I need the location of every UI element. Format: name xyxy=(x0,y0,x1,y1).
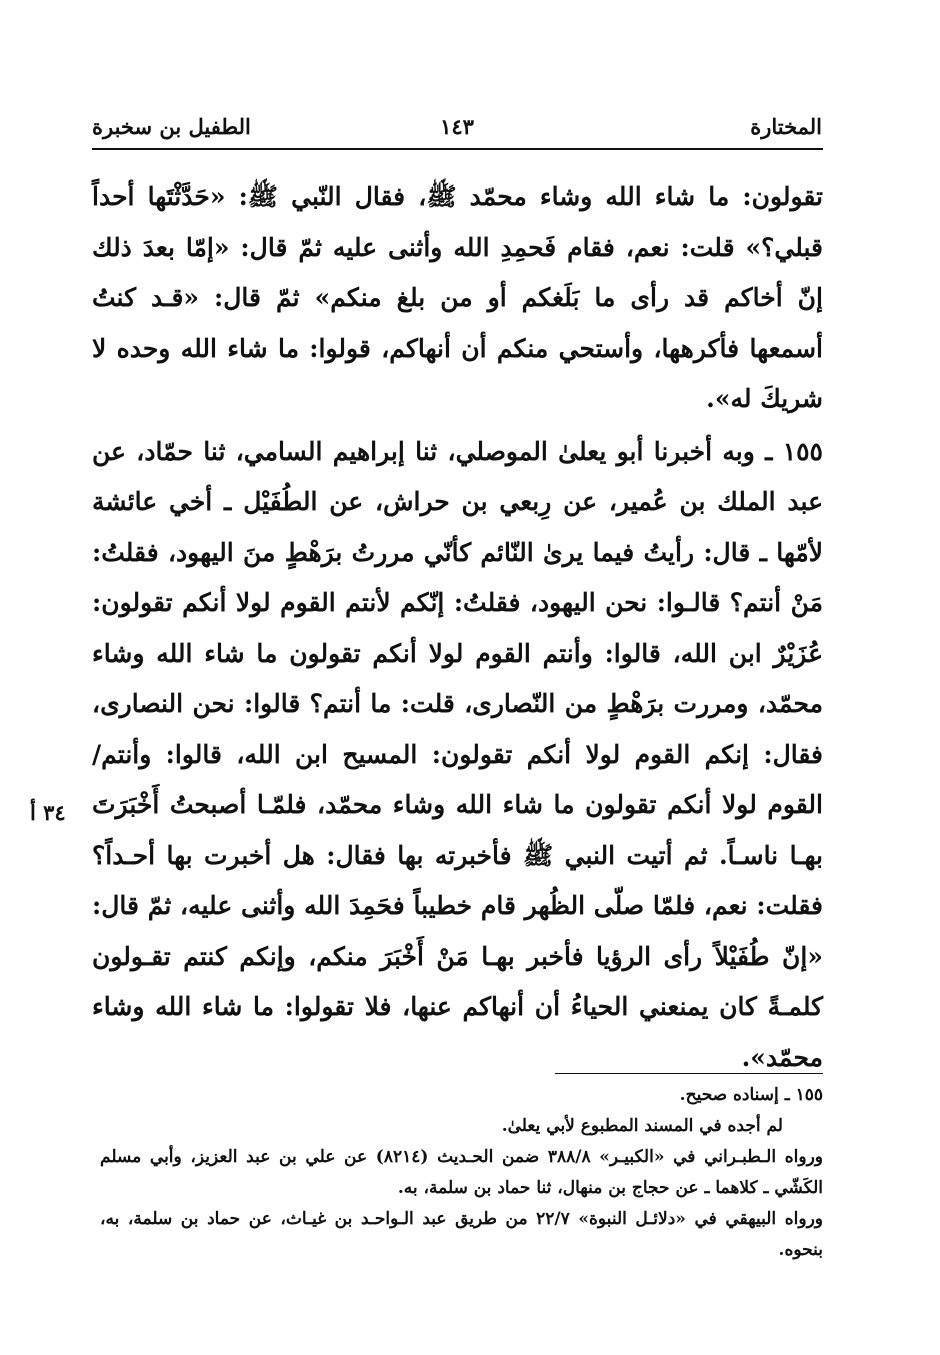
main-text xyxy=(92,172,823,1083)
page-number: ١٤٣ xyxy=(440,114,474,139)
footnote-divider xyxy=(555,1073,823,1074)
paragraph-continued: تقولون: ما شاء الله وشاء محمّد ﷺ، فقال النّبي ﷺ: «حَدَّثْتَها أحداً قبلي؟» قلت: نعم، فقام فَحمِدِ الله وأثنى عليه ثمّ قال: «إمّا بعدَ ذلك إنّ أخاكم قد رأى ما بَلَغكم أو من بلغ منكم» ثمّ قال: «قـد كنتُ أسمعها فأكرهها، وأستحي منكم أن أنهاكم، قولوا: ما شاء الله وحده لا شريكَ له». xyxy=(92,182,823,413)
manuscript-folio-note: ٣٤ أ xyxy=(30,800,66,825)
footnotes xyxy=(100,1080,823,1266)
hadith-155: ١٥٥ ـ وبه أخبرنا أبو يعلىٰ الموصلي، ثنا إبراهيم السامي، ثنا حمّاد، عن عبد الملك بن عُمير، عن رِبعي بن حراش، عن الطُفَيْل ـ أخي عائشة لأمّها ـ قال: رأيتُ فيما يرىٰ النّائم كأنّي مررتُ برَهْطٍ منَ اليهود، فقلتُ: مَنْ أنتم؟ قالـوا: نحن اليهود، فقلتُ: إنّكم لأنتم القوم لولا أنكم تقولون: عُزَيْرٌ ابن الله، قالوا: وأنتم القوم لولا أنكم تقولون ما شاء الله وشاء محمّد، ومررت برَهْطٍ من النّصارى، قلت: ما أنتم؟ قالوا: نحن النصارى، فقال: إنكم القوم لولا أنكم تقولون: المسيح ابن الله، قالوا: وأنتم/ القوم لولا أنكم تقولون ما شاء الله وشاء محمّد، فلمّـا أصبحتُ أَخْبَرَتَ بهـا ناسـاً. ثم أتيت النبي ﷺ فأخبرته بها فقال: هل أخبرت بها أحـداً؟ فقلت: نعم، فلمّا صلّى الظُهر قام خطيباً فحَمِدَ الله وأثنى عليه، ثمّ قال: «إنّ طُفَيْلاً رأى الرؤيا فأخبر بهـا مَنْ أَخْبَرَ منكم، وإنكم كنتم تقـولون كلمـةً كان يمنعني الحياءُ أن أنهاكم عنها، فلا تقولوا: ما شاء الله وشاء محمّد». xyxy=(92,436,823,1072)
footnote-line-3: ورواه البيهقي في «دلائـل النبوة» ٢٢/٧ من طريق عبد الـواحـد بن غيـاث، عن حماد بن سلمة، به، بنحوه. xyxy=(100,1209,823,1260)
running-header xyxy=(92,110,822,144)
footnote-line-1: لم أجده في المسند المطبوع لأبي يعلىٰ. xyxy=(501,1116,783,1136)
footnote-number-line: ١٥٥ ـ إسناده صحيح. xyxy=(679,1085,823,1105)
header-chapter-title: الطفيل بن سخبرة xyxy=(92,114,251,139)
header-book-title: المختارة xyxy=(750,114,822,139)
header-divider xyxy=(92,148,823,150)
footnote-line-2: ورواه الـطبـراني في «الكبيـر» ٣٨٨/٨ ضمن الحـديث (٨٢١٤) عن علي بن عبد العزيز، وأبي مسلم الكَشّي ـ كلاهما ـ عن حجاج بن منهال، ثنا حماد بن سلمة، به. xyxy=(100,1147,823,1198)
